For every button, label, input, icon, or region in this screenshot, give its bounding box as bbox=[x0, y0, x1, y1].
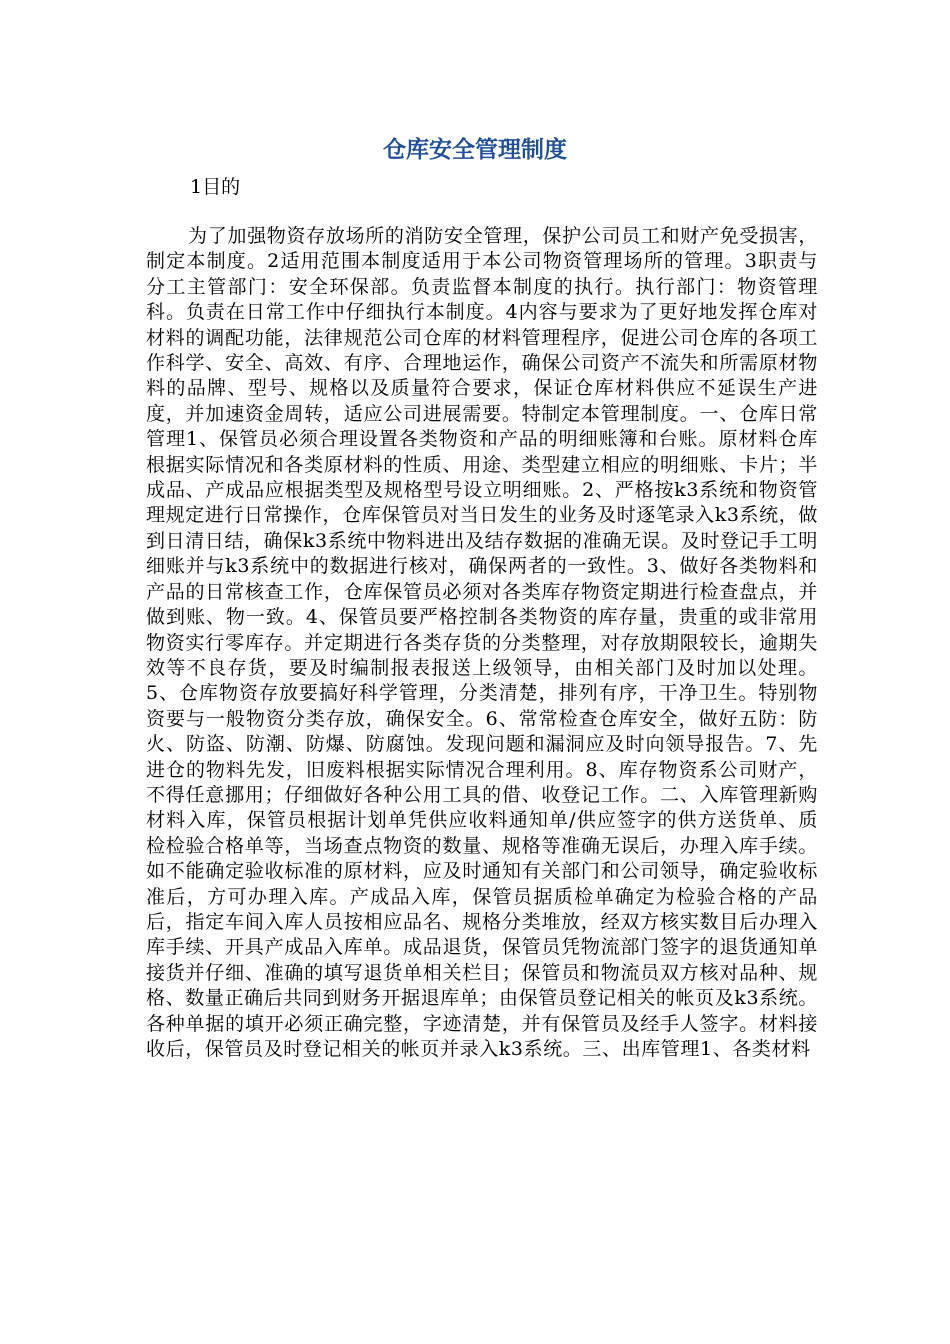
body-paragraph: 为了加强物资存放场所的消防安全管理，保护公司员工和财产免受损害，制定本制度。2适用范围本制度适用于本公司物资管理场所的管理。3职责与分工主管部门：安全环保部。负责监督本制度的执行。执行部门：物资管理科。负责在日常工作中仔细执行本制度。4内容与要求为了更好地发挥仓库对材料的调配功能，法律规范公司仓库的材料管理程序，促进公司仓库的各项工作科学、安全、高效、有序、合理地运作，确保公司资产不流失和所需原材物料的品牌、型号、规格以及质量符合要求，保证仓库材料供应不延误生产进度，并加速资金周转，适应公司进展需要。特制定本管理制度。一、仓库日常管理1、保管员必须合理设置各类物资和产品的明细账簿和台账。原材料仓库根据实际情况和各类原材料的性质、用途、类型建立相应的明细账、卡片；半成品、产成品应根据类型及规格型号设立明细账。2、严格按k3系统和物资管理规定进行日常操作，仓库保管员对当日发生的业务及时逐笔录入k3系统，做到日清日结，确保k3系统中物料进出及结存数据的准确无误。及时登记手工明细账并与k3系统中的数据进行核对，确保两者的一致性。3、做好各类物料和产品的日常核查工作，仓库保管员必须对各类库存物资定期进行检查盘点，并做到账、物一致。4、保管员要严格控制各类物资的库存量，贵重的或非常用物资实行零库存。并定期进行各类存货的分类整理，对存放期限较长，逾期失效等不良存货，要及时编制报表报送上级领导，由相关部门及时加以处理。5、仓库物资存放要搞好科学管理，分类清楚，排列有序，干净卫生。特别物资要与一般物资分类存放，确保安全。6、常常检查仓库安全，做好五防：防火、防盗、防潮、防爆、防腐蚀。发现问题和漏洞应及时向领导报告。7、先进仓的物料先发，旧废料根据实际情况合理利用。8、库存物资系公司财产，不得任意挪用；仔细做好各种公用工具的借、收登记工作。二、入库管理新购材料入库，保管员根据计划单凭供应收料通知单/供应签字的供方送货单、质检检验合格单等，当场查点物资的数量、规格等准确无误后，办理入库手续。如不能确定验收标准的原材料，应及时通知有关部门和公司领导，确定验收标准后，方可办理入库。产成品入库，保管员据质检单确定为检验合格的产品后，指定车间入库人员按相应品名、规格分类堆放，经双方核实数目后办理入库手续、开具产成品入库单。成品退货，保管员凭物流部门签字的退货通知单接货并仔细、准确的填写退货单相关栏目；保管员和物流员双方核对品种、规格、数量正确后共同到财务开据退库单；由保管员登记相关的帐页及k3系统。各种单据的填开必须正确完整，字迹清楚，并有保管员及经手人签字。材料接收后，保管员及时登记相关的帐页并录入k3系统。三、出库管理1、各类材料 bbox=[146, 225, 818, 1060]
section-heading: 1目的 bbox=[190, 176, 241, 198]
document-title: 仓库安全管理制度 bbox=[383, 137, 567, 163]
